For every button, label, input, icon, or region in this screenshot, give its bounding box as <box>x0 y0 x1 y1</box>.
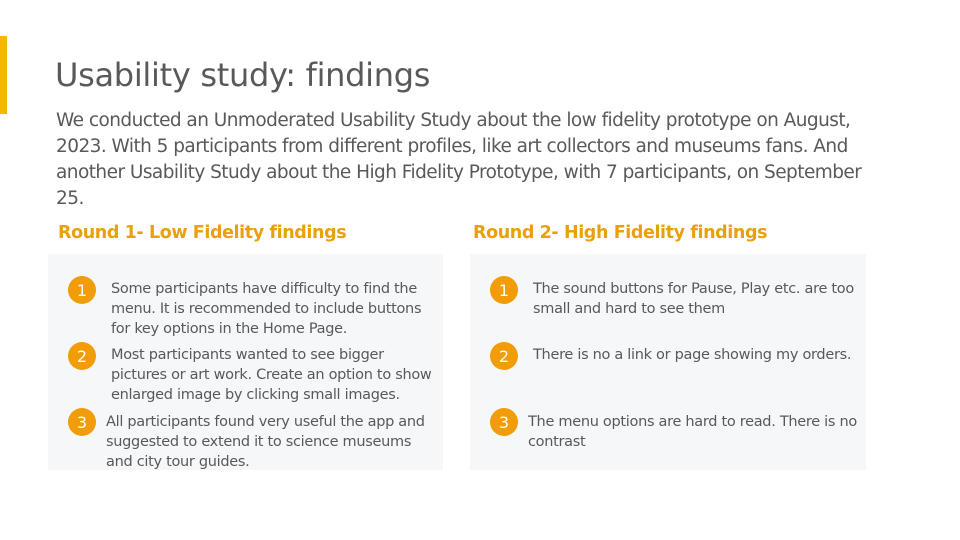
round1-item2-number-badge: 2 <box>68 342 96 370</box>
round2-item3-text: The menu options are hard to read. There is no contrast <box>528 414 857 450</box>
intro-paragraph: We conducted an Unmoderated Usability Study about the low fidelity prototype on August, 2023. With 5 participants from different profiles, like art collectors and museums fans. And another Usability Study about the High Fidelity Prototype, with 7 participants, on September 25. <box>56 110 862 209</box>
round1-item2-text: Most participants wanted to see bigger pictures or art work. Create an option to show enlarged image by clicking small images. <box>111 347 432 403</box>
round1-item1-text: Some participants have difficulty to find the menu. It is recommended to include buttons for key options in the Home Page. <box>111 281 422 337</box>
round1-heading: Round 1- Low Fidelity findings <box>58 223 347 243</box>
round1-item3-number-badge: 3 <box>68 408 96 436</box>
slide-title: Usability study: findings <box>55 56 431 94</box>
round1-item3-text: All participants found very useful the app and suggested to extend it to science museums and city tour guides. <box>106 414 425 470</box>
round2-item2-number-badge: 2 <box>490 342 518 370</box>
round2-item1-text: The sound buttons for Pause, Play etc. are too small and hard to see them <box>533 281 854 317</box>
round1-item1-number-badge: 1 <box>68 276 96 304</box>
round2-item3-number-badge: 3 <box>490 408 518 436</box>
accent-bar <box>0 36 7 114</box>
round2-item1-number-badge: 1 <box>490 276 518 304</box>
round2-heading: Round 2- High Fidelity findings <box>473 223 768 243</box>
round2-item2-text: There is no a link or page showing my orders. <box>533 347 852 363</box>
